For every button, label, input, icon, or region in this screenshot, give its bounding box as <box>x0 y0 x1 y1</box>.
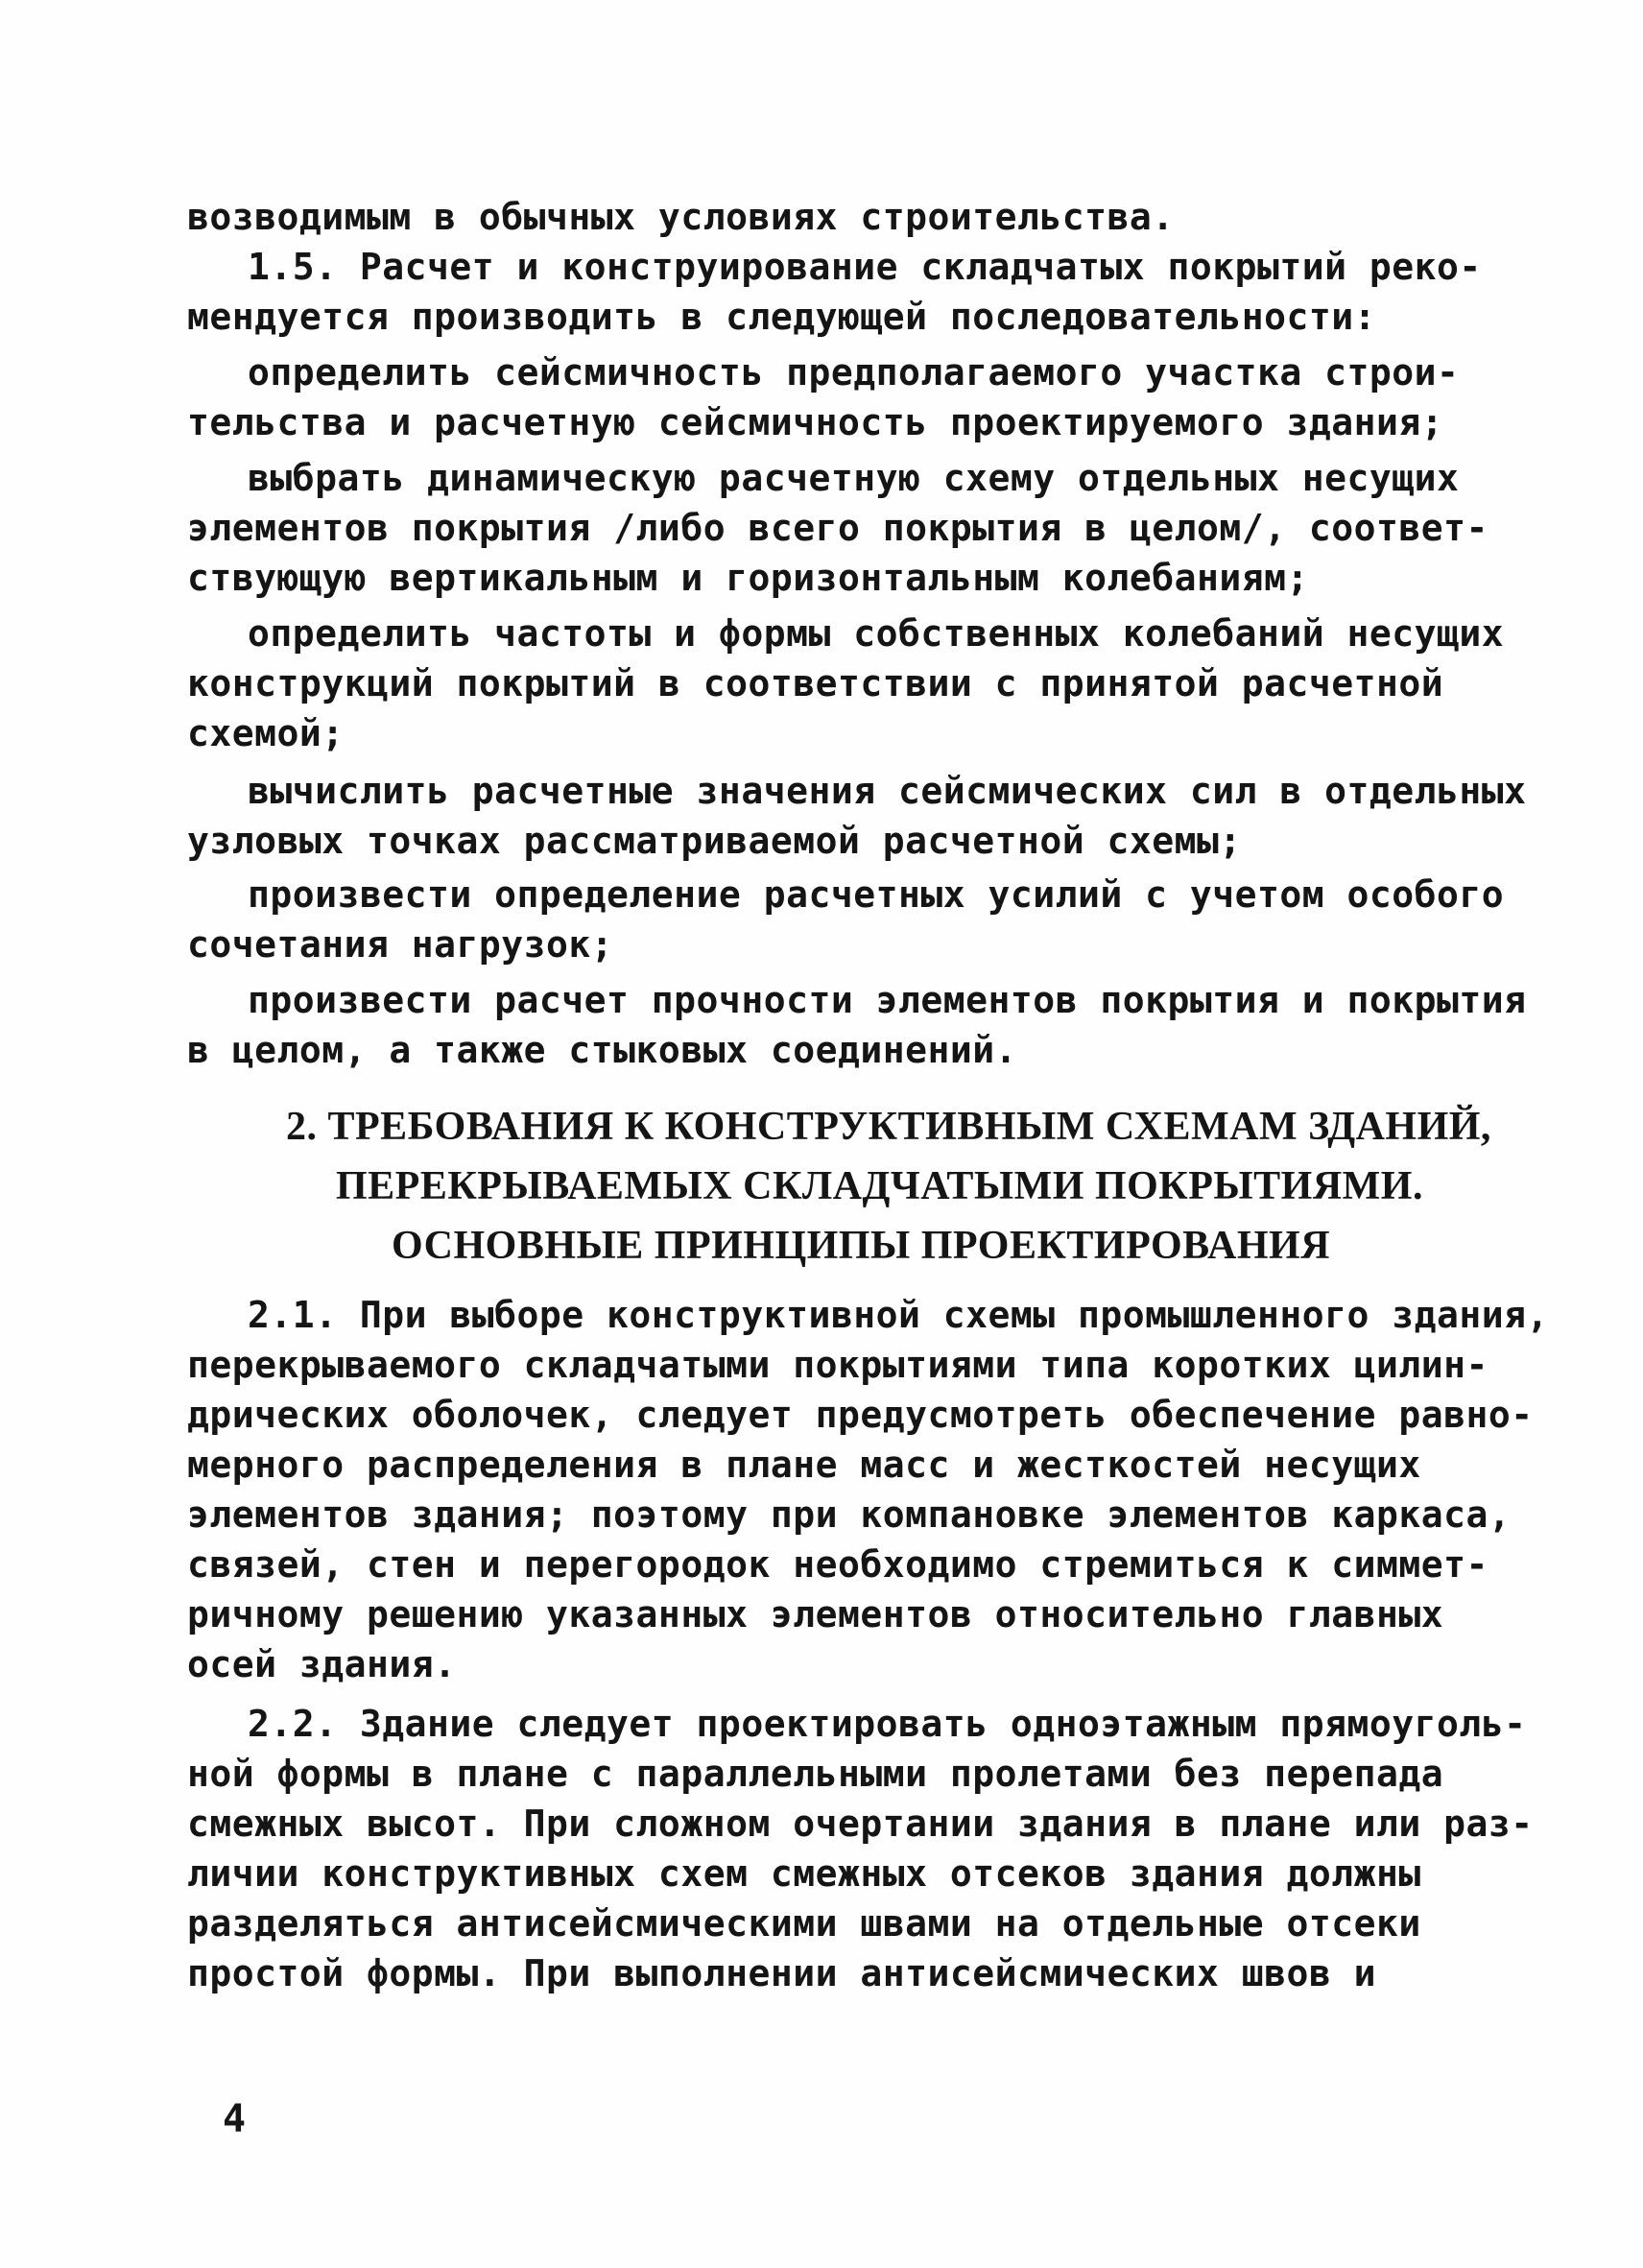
list-item-line: сочетания нагрузок; <box>187 923 614 966</box>
list-item-line: тельства и расчетную сейсмичность проектируемого здания; <box>187 401 1444 443</box>
list-item-line: конструкций покрытий в соответствии с принятой расчетной <box>187 662 1444 704</box>
section-heading: ОСНОВНЫЕ ПРИНЦИПЫ ПРОЕКТИРОВАНИЯ <box>392 1224 1331 1268</box>
paragraph-line: простой формы. При выполнении антисейсмических швов и <box>187 1952 1377 1994</box>
list-item-line: определить частоты и формы собственных колебаний несущих <box>248 612 1505 655</box>
list-item-line: элементов покрытия /либо всего покрытия в целом/, соответ- <box>187 507 1488 549</box>
list-item-line: ствующую вертикальным и горизонтальным колебаниям; <box>187 557 1309 599</box>
paragraph-line: элементов здания; поэтому при компановке элементов каркаса, <box>187 1493 1512 1536</box>
paragraph-line: дрических оболочек, следует предусмотреть обеспечение равно- <box>187 1394 1534 1436</box>
paragraph-line: 2.2. Здание следует проектировать одноэтажным прямоуголь- <box>248 1703 1527 1745</box>
section-heading: 2. ТРЕБОВАНИЯ К КОНСТРУКТИВНЫМ СХЕМАМ ЗДАНИЙ, <box>286 1105 1491 1149</box>
list-item-line: определить сейсмичность предполагаемого участка строи- <box>248 351 1460 394</box>
paragraph-line: мендуется производить в следующей последовательности: <box>187 296 1377 338</box>
section-heading: ПЕРЕКРЫВАЕМЫХ СКЛАДЧАТЫМИ ПОКРЫТИЯМИ. <box>336 1164 1423 1208</box>
list-item-line: в целом, а также стыковых соединений. <box>187 1029 1017 1071</box>
page-number: 4 <box>223 2097 247 2141</box>
list-item-line: произвести расчет прочности элементов покрытия и покрытия <box>248 979 1527 1021</box>
paragraph-line: 1.5. Расчет и конструирование складчатых покрытий реко- <box>248 246 1482 288</box>
list-item-line: узловых точках рассматриваемой расчетной схемы; <box>187 820 1242 862</box>
paragraph-line: смежных высот. При сложном очертании здания в плане или раз- <box>187 1802 1534 1845</box>
list-item-line: вычислить расчетные значения сейсмических сил в отдельных <box>248 770 1527 812</box>
paragraph-line: 2.1. При выборе конструктивной схемы промышленного здания, <box>248 1294 1549 1336</box>
paragraph-line: разделяться антисейсмическими швами на отдельные отсеки <box>187 1902 1421 1945</box>
list-item-line: выбрать динамическую расчетную схему отдельных несущих <box>248 457 1460 499</box>
paragraph-line: осей здания. <box>187 1643 457 1685</box>
list-item-line: произвести определение расчетных усилий с учетом особого <box>248 873 1505 916</box>
paragraph-line: личии конструктивных схем смежных отсеков здания должны <box>187 1852 1421 1895</box>
paragraph-line: ной формы в плане с параллельными пролетами без перепада <box>187 1753 1444 1795</box>
list-item-line: схемой; <box>187 712 345 754</box>
paragraph-line: возводимым в обычных условиях строительства. <box>187 196 1175 238</box>
paragraph-line: ричному решению указанных элементов относительно главных <box>187 1593 1444 1635</box>
paragraph-line: перекрываемого складчатыми покрытиями типа коротких цилин- <box>187 1344 1488 1386</box>
paragraph-line: связей, стен и перегородок необходимо стремиться к симмет- <box>187 1543 1488 1586</box>
paragraph-line: мерного распределения в плане масс и жесткостей несущих <box>187 1444 1421 1486</box>
